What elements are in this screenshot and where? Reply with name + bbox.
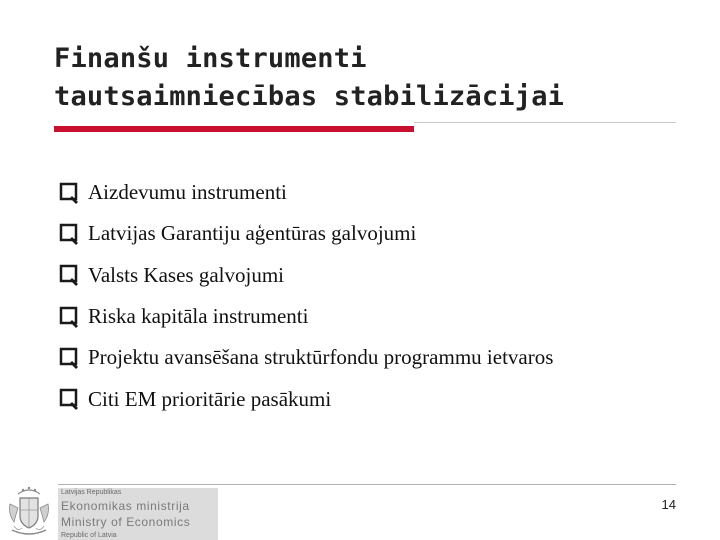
slide-title-line-1: Finanšu instrumenti [54, 43, 367, 74]
bullet-item [58, 296, 698, 337]
checkbox-q-bullet-icon [58, 305, 80, 329]
bullet-item [58, 378, 698, 419]
footer-divider [58, 484, 676, 485]
bullet-text: Valsts Kases galvojumi [88, 262, 284, 287]
slide-title [54, 40, 674, 116]
bullet-item [58, 255, 698, 296]
checkbox-q-bullet-icon [58, 387, 80, 411]
checkbox-q-bullet-icon [58, 222, 80, 246]
logo-line-ministry-en: Ministry of Economics [61, 515, 191, 529]
logo-line-ministry-lv: Ekonomikas ministrija [61, 499, 190, 513]
bullet-text: Projektu avansēšana struktūrfondu programmu ietvaros [88, 345, 554, 370]
title-underline-accent [54, 126, 414, 132]
bullet-item [58, 172, 698, 213]
bullet-list [58, 172, 698, 420]
bullet-text: Latvijas Garantiju aģentūras galvojumi [88, 221, 417, 246]
bullet-text: Citi EM prioritārie pasākumi [88, 386, 332, 411]
bullet-text: Riska kapitāla instrumenti [88, 304, 309, 329]
ministry-logo [58, 488, 218, 540]
logo-line-bottom: Republic of Latvia [61, 532, 117, 539]
bullet-item [58, 213, 698, 254]
bullet-text: Aizdevumu instrumenti [88, 180, 287, 205]
slide-title-line-2: tautsaimniecības stabilizācijai [54, 81, 565, 112]
logo-line-top: Latvijas Republikas [61, 489, 122, 496]
title-underline-rule [414, 122, 676, 123]
checkbox-q-bullet-icon [58, 346, 80, 370]
bullet-item [58, 337, 698, 378]
coat-of-arms-icon [4, 484, 54, 538]
page-number: 14 [661, 497, 676, 512]
checkbox-q-bullet-icon [58, 181, 80, 205]
checkbox-q-bullet-icon [58, 263, 80, 287]
